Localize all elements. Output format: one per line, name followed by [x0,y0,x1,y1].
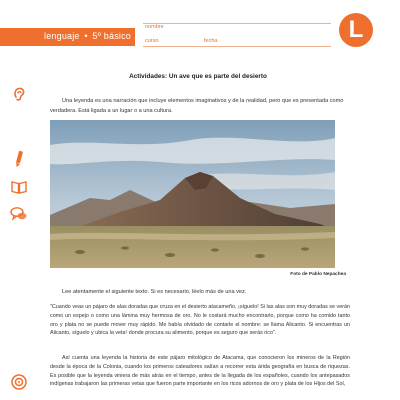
date-field-label: fecha [204,38,218,44]
course-field-label: curso [145,38,159,44]
target-icon [10,373,28,391]
subject-name: lenguaje [44,31,80,41]
subject-letter-badge: L [339,13,373,47]
worksheet-header [0,0,400,60]
legend-story-paragraph: Así cuenta una leyenda la historia de este pájaro mitológico de Atacama, que conocieron los mineros de la Región desde la época de la Colonia, cuando los primeros cateadores salían a recorrer esta árida geografía en busca de riquezas. Es posible que la leyenda viniera de más atrás en el tiempo, antes de la llegada de los españoles, cuando los antepasados indígenas trabajaron las primeras vetas que fueron parte importante en los ricos adornos de oro y plata de los Hijos del Sol, [50,355,350,388]
subject-label [44,31,131,41]
legend-quote-paragraph: "Cuando veas un pájaro de alas doradas que cruza en el desierto atacameño, ¡síguelo! Si las alas son muy doradas se verán como un espejo o como una lámina muy hermosa de oro. No le costará mucho encontrarlo, porque como ha comido tanto oro y plata no se puede mover muy rápido. Me había olvidado de contarle el nombre: se llama Alicanto. Si encuentras un Alicanto, síguelo y ubica la veta¹ donde procura su alimento, porque es seguro que serás rico". [50,304,350,337]
chat-bubbles-icon [10,205,28,223]
grade-label: 5º básico [92,31,132,41]
skills-sidebar [0,60,38,400]
name-field-line[interactable] [143,23,331,24]
subject-separator: • [84,31,88,41]
name-field-label: nombre [145,24,164,30]
ear-icon [10,85,28,103]
intro-paragraph: Una leyenda es una narración que incluye elementos imaginativos y de la realidad, pero que es presentada como verdadera. Está ligada a un lugar o a una cultura. [50,98,344,114]
pencil-icon [10,150,28,168]
reading-instruction: Lee atentamente el siguiente texto. Si es necesario, léelo más de una vez. [62,289,247,295]
activity-title: Actividades: Un ave que es parte del desierto [129,73,267,80]
photo-caption: Foto de Pablo Nepachea [290,272,346,277]
course-date-field-line[interactable] [143,46,331,47]
desert-volcano-photo [50,120,335,268]
book-icon [10,178,28,196]
